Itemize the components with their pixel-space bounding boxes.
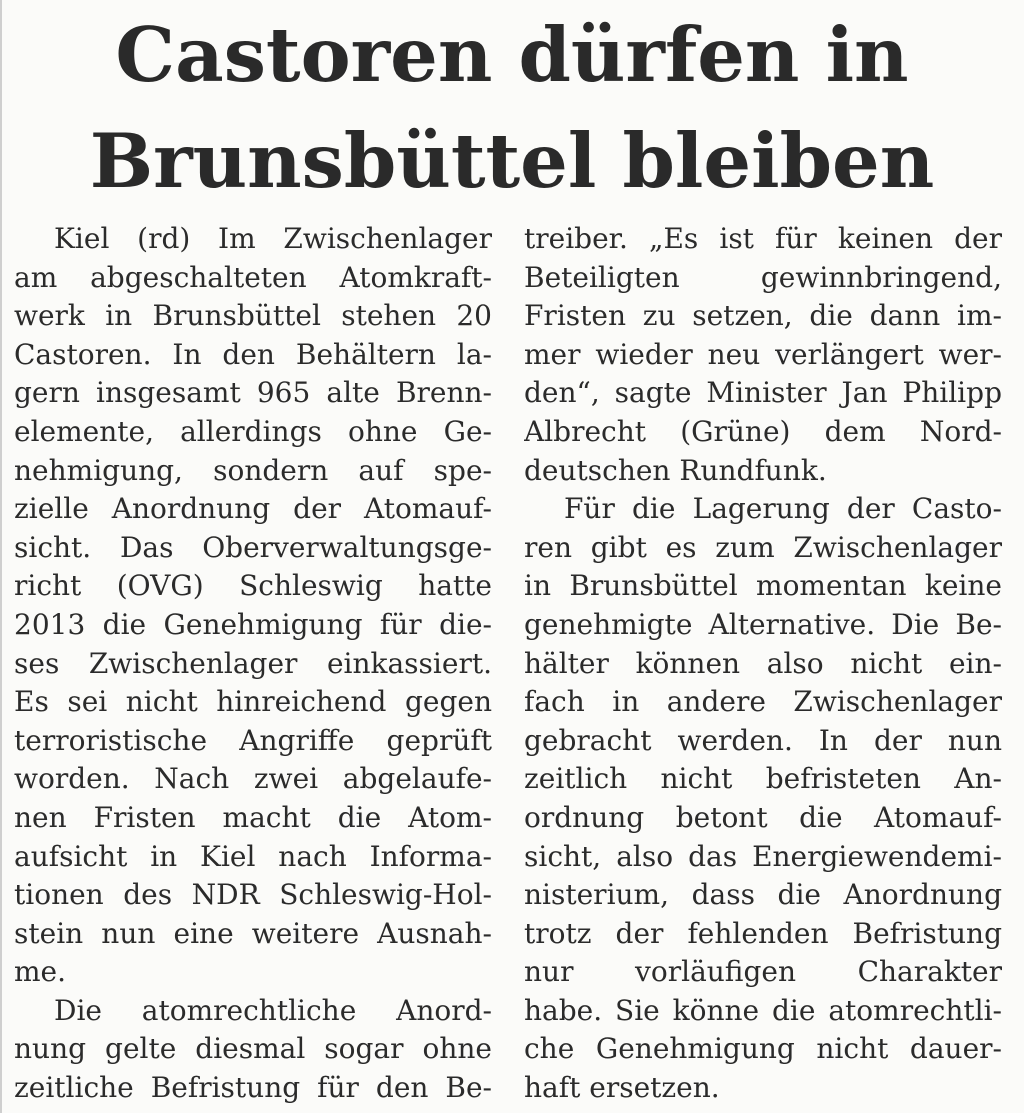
article-text-line: Castoren. In den Behältern la-: [14, 337, 492, 371]
article-text-line: habe. Sie könne die atomrechtli-: [524, 993, 1002, 1027]
article-text-line: ordnung betont die Atomauf-: [524, 800, 1002, 834]
article-text-line: Es sei nicht hinreichend gegen: [14, 685, 492, 719]
article-text-line: terroristische Angriffe geprüft: [14, 723, 492, 757]
article-text-line: zielle Anordnung der Atomauf-: [14, 492, 492, 526]
article-text-line: stein nun eine weitere Ausnah-: [14, 916, 492, 950]
article-text-line: nen Fristen macht die Atom-: [14, 800, 492, 834]
article-text-line: Kiel (rd) Im Zwischenlager: [54, 222, 492, 255]
article-text-line: elemente, allerdings ohne Ge-: [14, 414, 492, 448]
article-text-line: ren gibt es zum Zwischenlager: [524, 530, 1002, 564]
headline-line-2: Brunsbüttel bleiben: [89, 117, 935, 205]
headline-line-1: Castoren dürfen in: [115, 11, 909, 99]
article-text-line: genehmigte Alternative. Die Be-: [524, 607, 1002, 641]
article-text-line: tionen des NDR Schleswig-Hol-: [14, 878, 492, 912]
article-text-line: haft ersetzen.: [524, 1071, 720, 1105]
article-text-line: sicht. Das Oberverwaltungsge-: [14, 530, 492, 564]
article-text-line: sicht, also das Energiewendemi-: [524, 839, 1002, 873]
article-text-line: Beteiligten gewinnbringend,: [524, 260, 1002, 294]
article-text-line: gern insgesamt 965 alte Brenn-: [14, 376, 492, 410]
article-text-line: nehmigung, sondern auf spe-: [14, 453, 492, 487]
article-text-line: trotz der fehlenden Befristung: [524, 916, 1002, 950]
article-text-line: deutschen Rundfunk.: [524, 453, 827, 487]
article-text-line: richt (OVG) Schleswig hatte: [14, 569, 492, 603]
article-text-line: 2013 die Genehmigung für die-: [14, 607, 492, 641]
article-text-line: me.: [14, 955, 67, 989]
article-text-line: worden. Nach zwei abgelaufe-: [14, 762, 492, 796]
article-text-line: zeitliche Befristung für den Be-: [14, 1071, 492, 1105]
article-headline: [0, 2, 1024, 214]
article-text-line: gebracht werden. In der nun: [524, 723, 1002, 757]
article-text-line: Fristen zu setzen, die dann im-: [524, 299, 1002, 333]
article-column-left: [14, 220, 492, 1108]
article-text-line: am abgeschalteten Atomkraft-: [14, 260, 492, 294]
article-text-line: Albrecht (Grüne) dem Nord-: [524, 414, 1002, 448]
article-text-line: Die atomrechtliche Anord-: [54, 993, 492, 1027]
article-text-line: che Genehmigung nicht dauer-: [524, 1032, 1002, 1066]
article-text-line: werk in Brunsbüttel stehen 20: [14, 299, 492, 333]
article-text-line: mer wieder neu verlängert wer-: [524, 337, 1002, 371]
article-text-line: Für die Lagerung der Casto-: [564, 492, 1002, 526]
article-text-line: hälter können also nicht ein-: [524, 646, 1002, 680]
article-text-line: aufsicht in Kiel nach Informa-: [14, 839, 492, 873]
article-text-line: nur vorläufigen Charakter: [524, 955, 1002, 989]
article-text-line: in Brunsbüttel momentan keine: [524, 569, 1002, 603]
article-text-line: nung gelte diesmal sogar ohne: [14, 1032, 492, 1066]
article-text-line: ses Zwischenlager einkassiert.: [14, 646, 492, 680]
article-text-line: treiber. „Es ist für keinen der: [524, 222, 1002, 255]
article-column-right: [524, 220, 1002, 1108]
article-text-line: den“, sagte Minister Jan Philipp: [524, 376, 1002, 410]
article-text-line: zeitlich nicht befristeten An-: [524, 762, 1002, 796]
article-text-line: nisterium, dass die Anordnung: [524, 878, 1002, 912]
article-text-line: fach in andere Zwischenlager: [524, 685, 1002, 719]
